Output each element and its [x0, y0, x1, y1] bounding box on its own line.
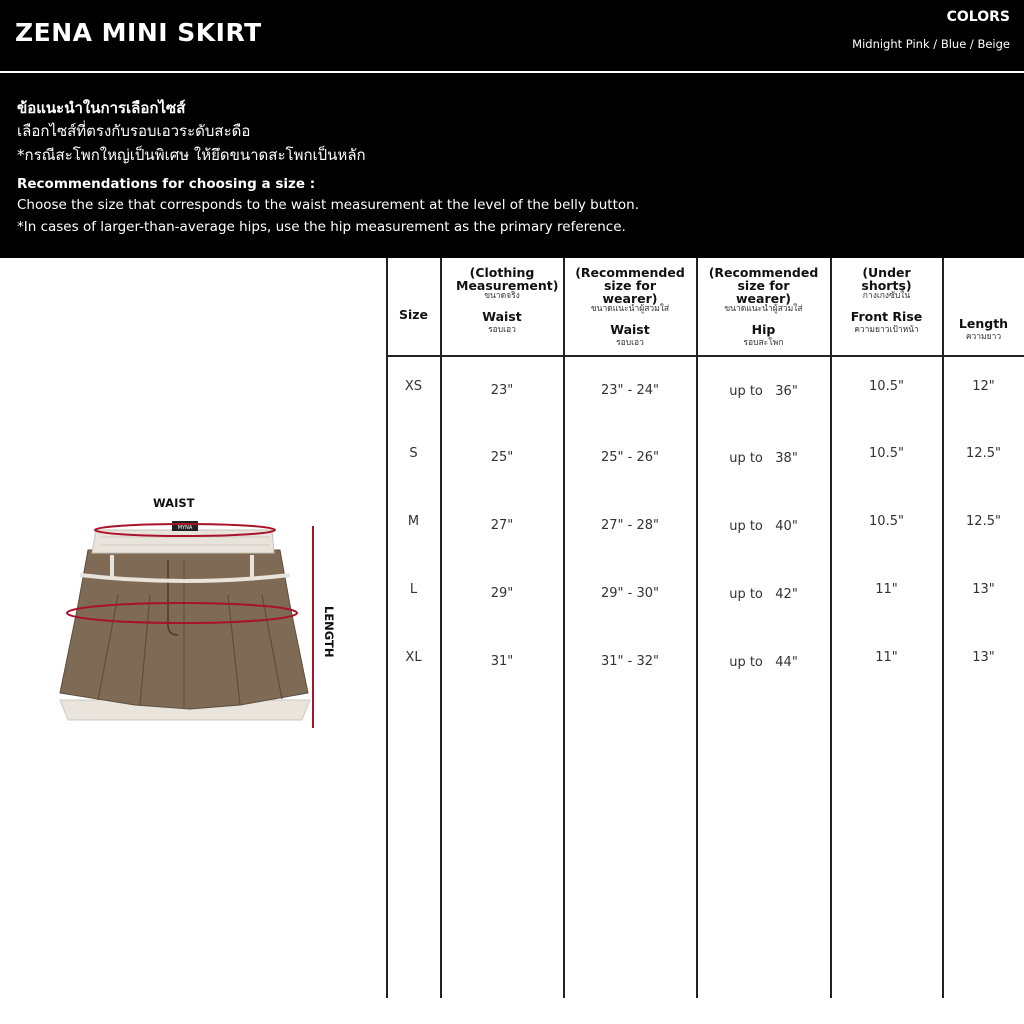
cell-length: 13" — [972, 582, 995, 597]
recommend-en-line2: *In cases of larger-than-average hips, use the hip measurement as the primary reference. — [17, 219, 626, 235]
cell-waist: 23" — [490, 383, 514, 398]
cell-rec-waist: 27" - 28" — [601, 518, 659, 533]
col-header-main-th: รอบเอว — [488, 325, 516, 336]
cell-size: XL — [405, 650, 422, 665]
recommend-th-line1: เลือกไซส์ที่ตรงกับรอบเอวระดับสะดือ — [17, 122, 251, 140]
col-header-top-th: กางเกงซับใน — [862, 291, 911, 302]
cell-length: 12.5" — [966, 514, 1001, 529]
cell-front-rise: 10.5" — [869, 514, 904, 529]
col-header-main-th: รอบเอว — [616, 338, 644, 349]
column-divider — [440, 258, 442, 998]
col-header-top-th: ขนาดแนะนำผู้สวมใส่ — [724, 304, 803, 315]
col-header-top: (Recommended size for wearer) — [575, 265, 685, 307]
col-header-main: Front Rise — [850, 309, 923, 325]
col-header-main: Waist — [610, 322, 650, 338]
table-border-left — [386, 258, 388, 998]
col-header-main: Length — [958, 316, 1009, 331]
col-header-main-th: ความยาว — [965, 332, 1002, 343]
header-row-divider — [387, 355, 1024, 357]
cell-hip: up to 36" — [729, 384, 798, 399]
cell-size: L — [409, 582, 418, 597]
col-header-top-th: ขนาดจริง — [484, 291, 520, 302]
cell-hip: up to 38" — [729, 451, 798, 466]
cell-front-rise: 11" — [875, 582, 898, 597]
col-header-main-th: รอบสะโพก — [743, 338, 784, 349]
col-header-top: (Recommended size for wearer) — [708, 265, 819, 307]
cell-front-rise: 11" — [875, 650, 898, 665]
cell-front-rise: 10.5" — [869, 379, 904, 394]
colors-value: Midnight Pink / Blue / Beige — [852, 37, 1010, 51]
waist-label: WAIST — [153, 496, 195, 510]
col-header-waist — [441, 266, 563, 335]
cell-hip: up to 44" — [729, 655, 798, 670]
header-banner — [0, 0, 1024, 258]
cell-rec-waist: 29" - 30" — [601, 586, 659, 601]
length-measure-line — [312, 526, 314, 728]
col-header-length — [943, 317, 1024, 342]
cell-rec-waist: 23" - 24" — [601, 383, 659, 398]
recommend-en-line1: Choose the size that corresponds to the waist measurement at the level of the belly button. — [17, 197, 639, 213]
col-header-main: Hip — [751, 322, 776, 338]
col-header-top: (Under shorts) — [861, 265, 912, 294]
brand-tag: MYNA — [177, 525, 193, 531]
recommend-th-line2: *กรณีสะโพกใหญ่เป็นพิเศษ ให้ยึดขนาดสะโพกเป็นหลัก — [17, 146, 366, 164]
cell-waist: 29" — [490, 586, 514, 601]
product-title: ZENA MINI SKIRT — [15, 18, 262, 47]
cell-length: 12.5" — [966, 446, 1001, 461]
header-divider — [0, 71, 1024, 73]
col-header-size-label: Size — [398, 307, 429, 322]
col-header-main-th: ความยาวเป้าหน้า — [854, 325, 919, 336]
cell-size: M — [407, 514, 420, 529]
cell-size: S — [409, 446, 418, 461]
cell-waist: 27" — [490, 518, 514, 533]
col-header-front-rise — [831, 266, 942, 335]
length-label: LENGTH — [322, 606, 336, 658]
col-header-top-th: ขนาดแนะนำผู้สวมใส่ — [590, 304, 670, 315]
cell-hip: up to 40" — [729, 519, 798, 534]
cell-rec-waist: 25" - 26" — [601, 450, 659, 465]
col-header-rec-waist — [564, 266, 696, 348]
cell-size: XS — [404, 379, 423, 394]
recommend-th-title: ข้อแนะนำในการเลือกไซส์ — [17, 99, 186, 117]
column-divider — [563, 258, 565, 998]
cell-front-rise: 10.5" — [869, 446, 904, 461]
col-header-top: (Clothing Measurement) — [456, 265, 559, 294]
col-header-size — [387, 308, 440, 321]
cell-hip: up to 42" — [729, 587, 798, 602]
column-divider — [942, 258, 944, 998]
cell-length: 12" — [972, 379, 995, 394]
cell-length: 13" — [972, 650, 995, 665]
recommend-en-title: Recommendations for choosing a size : — [17, 176, 316, 192]
cell-rec-waist: 31" - 32" — [601, 654, 659, 669]
skirt-illustration — [40, 515, 330, 745]
column-divider — [696, 258, 698, 998]
cell-waist: 31" — [490, 654, 514, 669]
colors-label: COLORS — [946, 9, 1010, 25]
cell-waist: 25" — [490, 450, 514, 465]
col-header-hip — [697, 266, 830, 348]
column-divider — [830, 258, 832, 998]
col-header-main: Waist — [482, 309, 522, 325]
